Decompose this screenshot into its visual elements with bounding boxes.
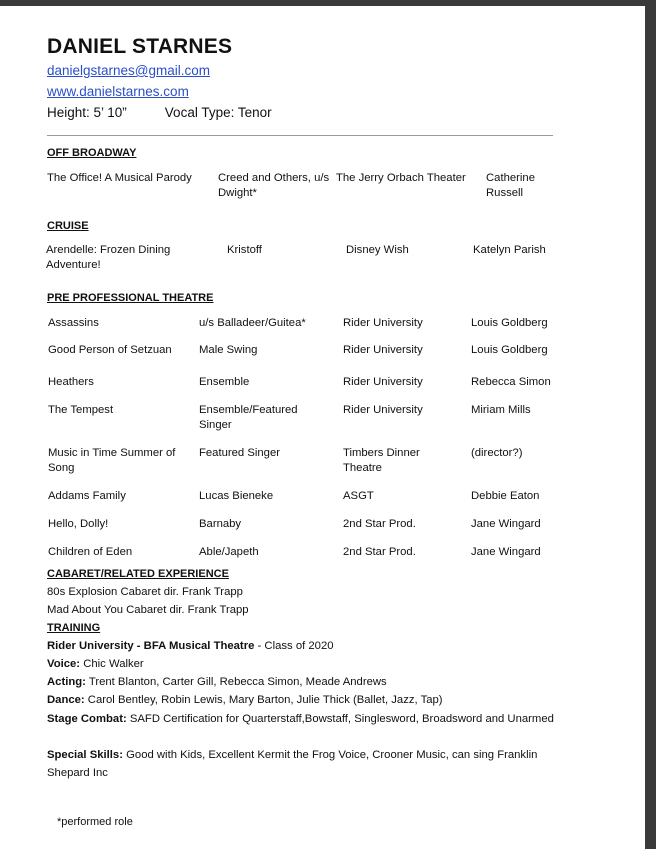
training-stage-combat <box>47 710 557 728</box>
credit-director: Miriam Mills <box>471 404 531 416</box>
credit-show: Music in Time Summer of Song <box>48 447 176 474</box>
dance-value: Carol Bentley, Robin Lewis, Mary Barton, Julie Thick (Ballet, Jazz, Tap) <box>84 694 443 706</box>
resume-page <box>0 6 645 849</box>
credit-show: Heathers <box>48 376 94 388</box>
credit-venue: Timbers Dinner Theatre <box>343 447 420 474</box>
credit-director: Katelyn Parish <box>473 244 546 256</box>
acting-value: Trent Blanton, Carter Gill, Rebecca Simon, Meade Andrews <box>85 676 387 688</box>
credit-director: (director?) <box>471 447 523 459</box>
credit-director: Jane Wingard <box>471 546 541 558</box>
credit-role: u/s Balladeer/Guitea* <box>199 317 306 329</box>
training-acting <box>47 675 387 690</box>
dance-label: Dance: <box>47 694 85 706</box>
training-school-name: Rider University - BFA Musical Theatre <box>47 640 255 652</box>
training-school-class: - Class of 2020 <box>254 640 334 652</box>
cabaret-item: Mad About You Cabaret dir. Frank Trapp <box>47 604 249 616</box>
credit-role: Male Swing <box>199 344 258 356</box>
credit-director: Debbie Eaton <box>471 490 540 502</box>
special-skills-label: Special Skills: <box>47 749 123 761</box>
credit-venue: Rider University <box>343 344 423 356</box>
vocal-type-text: Vocal Type: Tenor <box>164 105 272 120</box>
credit-director: Louis Goldberg <box>471 344 548 356</box>
credit-show: The Tempest <box>48 404 114 416</box>
height-text: Height: 5’ 10” <box>47 105 127 120</box>
section-heading-cabaret: CABARET/RELATED EXPERIENCE <box>47 568 229 580</box>
voice-value: Chic Walker <box>80 658 144 670</box>
credit-director: Catherine Russell <box>486 172 535 199</box>
credit-venue: Rider University <box>343 404 423 416</box>
credit-role: Kristoff <box>227 244 262 256</box>
resume-name: DANIEL STARNES <box>47 35 233 58</box>
cabaret-item: 80s Explosion Cabaret dir. Frank Trapp <box>47 586 243 598</box>
section-heading-training: TRAINING <box>47 622 101 634</box>
credit-venue: 2nd Star Prod. <box>343 546 416 558</box>
credit-venue: Disney Wish <box>346 244 409 256</box>
credit-show: Addams Family <box>48 490 126 502</box>
credit-show: Good Person of Setzuan <box>48 344 172 356</box>
credit-show: The Office! A Musical Parody <box>47 172 192 184</box>
performed-role-footnote: *performed role <box>57 816 133 828</box>
voice-label: Voice: <box>47 658 81 670</box>
credit-director: Louis Goldberg <box>471 317 548 329</box>
credit-role: Lucas Bieneke <box>199 490 274 502</box>
credit-venue: The Jerry Orbach Theater <box>336 172 466 184</box>
height-vocal-line <box>47 105 272 120</box>
stage-combat-value: SAFD Certification for Quarterstaff,Bowstaff, Singlesword, Broadsword and Unarmed <box>126 713 554 725</box>
credit-director: Rebecca Simon <box>471 376 551 388</box>
credit-venue: Rider University <box>343 376 423 388</box>
credit-role: Featured Singer <box>199 447 281 459</box>
acting-label: Acting: <box>47 676 86 688</box>
credit-venue: ASGT <box>343 490 374 502</box>
credit-role: Ensemble <box>199 376 250 388</box>
credit-show: Arendelle: Frozen Dining Adventure! <box>46 244 171 271</box>
credit-venue: Rider University <box>343 317 423 329</box>
credit-director: Jane Wingard <box>471 518 541 530</box>
credit-show: Children of Eden <box>48 546 133 558</box>
section-heading-pre-professional: PRE PROFESSIONAL THEATRE <box>47 292 214 304</box>
credit-venue: 2nd Star Prod. <box>343 518 416 530</box>
section-heading-cruise: CRUISE <box>47 220 89 232</box>
credit-role: Creed and Others, u/s Dwight* <box>218 172 330 199</box>
training-school <box>47 639 334 654</box>
credit-role: Barnaby <box>199 518 242 530</box>
header-divider <box>47 135 553 136</box>
credit-role: Able/Japeth <box>199 546 259 558</box>
credit-role: Ensemble/Featured Singer <box>199 404 298 431</box>
stage-combat-label: Stage Combat: <box>47 713 127 725</box>
special-skills-value: Good with Kids, Excellent Kermit the Frog Voice, Crooner Music, can sing Franklin Shepard Inc <box>47 749 538 779</box>
credit-show: Assassins <box>48 317 99 329</box>
training-voice <box>47 657 144 672</box>
training-dance <box>47 693 443 708</box>
website-link[interactable]: www.danielstarnes.com <box>47 84 189 99</box>
section-heading-off-broadway: OFF BROADWAY <box>47 147 137 159</box>
credit-show: Hello, Dolly! <box>48 518 109 530</box>
email-link[interactable]: danielgstarnes@gmail.com <box>47 63 211 78</box>
special-skills <box>47 746 557 782</box>
